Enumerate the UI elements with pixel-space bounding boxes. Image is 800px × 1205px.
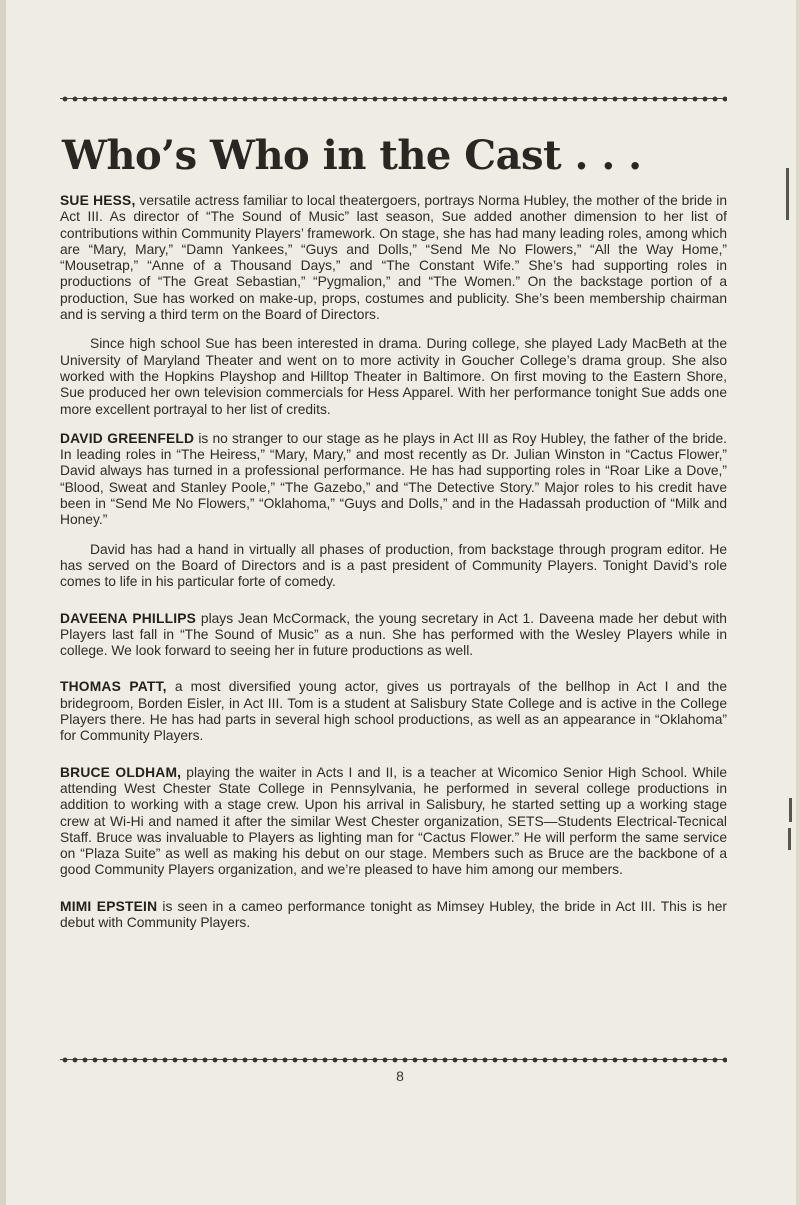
top-decorative-rule — [60, 94, 727, 104]
page-title: Who’s Who in the Cast . . . — [62, 132, 642, 179]
cast-bios — [60, 193, 727, 931]
bio-paragraph — [60, 899, 727, 932]
bio-text: Since high school Sue has been interested in drama. During college, she played Lady MacBeth at the University of Maryland Theater and went on to more activity in Goucher College’s drama group. She also worked with the Hopkins Playshop and Hilltop Theater in Baltimore. On first moving to the Eastern Shore, Sue produced her own television commercials for Hess Apparel. With her performance tonight Sue adds one more excellent portrayal to her list of credits. — [60, 336, 727, 417]
bio-text: plays Jean McCormack, the young secretary in Act 1. Daveena made her debut with Players last fall in “The Sound of Music” as a nun. She has performed with the Wesley Players while in college. We look forward to seeing her in future productions as well. — [60, 610, 727, 659]
bio-paragraph — [60, 765, 727, 879]
page-left-edge — [0, 0, 6, 1205]
bio-paragraph — [60, 679, 727, 744]
bio-text: is seen in a cameo performance tonight as Mimsey Hubley, the bride in Act III. This is her debut with Community Players. — [60, 898, 728, 930]
bio-paragraph — [60, 542, 727, 591]
cast-name: BRUCE OLDHAM, — [60, 764, 182, 780]
cast-name: MIMI EPSTEIN — [60, 898, 158, 914]
cast-name: THOMAS PATT, — [60, 679, 167, 695]
bio-text: a most diversified young actor, gives us portrayals of the bellhop in Act I and the bridegroom, Borden Eisler, in Act III. Tom is a student at Salisbury State College and is active in the College Players there. He has had parts in several high school productions, as well as an appearance in “Oklahoma” for Community Players. — [60, 679, 727, 744]
cast-name: SUE HESS, — [60, 193, 136, 208]
bottom-decorative-rule — [60, 1055, 727, 1065]
binding-mark — [789, 798, 792, 822]
page-right-edge — [796, 0, 800, 1205]
binding-mark — [786, 168, 789, 220]
bio-paragraph — [60, 611, 727, 660]
bio-text: is no stranger to our stage as he plays in Act III as Roy Hubley, the father of the bride. In leading roles in “The Heiress,” “Mary, Mary,” and most recently as Dr. Julian Winston in “Cactus Flower,” David always has turned in a professional performance. He has had supporting roles in “Roar Like a Dove,” “Blood, Sweat and Stanley Poole,” “The Gazebo,” and “The Detective Story.” Major roles to his credit have been in “Send Me No Flowers,” “Oklahoma,” “Guys and Dolls,” and in the Hadassah production of “Milk and Honey.” — [60, 430, 727, 528]
bio-paragraph — [60, 336, 727, 417]
bio-text: versatile actress familiar to local theatergoers, portrays Norma Hubley, the mother of the bride in Act III. As director of “The Sound of Music” last season, Sue added another dimension to her list of contributions within Community Players’ framework. On stage, she has had many leading roles, among which are “Mary, Mary,” “Damn Yankees,” “Guys and Dolls,” “Send Me No Flowers,” “All the Way Home,” “Mousetrap,” “Anne of a Thousand Days,” and “The Constant Wife.” She’s had supporting roles in productions of “The Great Sebastian,” “Pygmalion,” and “The Women.” On the backstage portion of a production, Sue has worked on make-up, props, costumes and publicity. She’s been membership chairman and is serving a third term on the Board of Directors. — [60, 193, 728, 323]
bio-text: playing the waiter in Acts I and II, is a teacher at Wicomico Senior High School. While attending West Chester State College in Pennsylvania, he performed in several college productions in addition to working with a stage crew. Upon his arrival in Salisbury, he started setting up a working stage crew at Wi-Hi and named it after the similar West Chester organization, SETS—Students Electrical-Tecnical Staff. Bruce was invaluable to Players as lighting man for “Cactus Flower.” He will perform the same service on “Plaza Suite” as well as making his debut on our stage. Members such as Bruce are the backbone of a good Community Players organization, and we’re pleased to have him among our members. — [60, 764, 727, 878]
bio-paragraph — [60, 431, 727, 529]
binding-mark — [788, 828, 791, 850]
page-number: 8 — [396, 1068, 404, 1084]
bio-paragraph — [60, 193, 727, 323]
cast-name: DAVEENA PHILLIPS — [60, 610, 197, 626]
bio-text: David has had a hand in virtually all phases of production, from backstage through program editor. He has served on the Board of Directors and is a past president of Community Players. Tonight David’s role comes to life in his particular forte of comedy. — [60, 541, 727, 590]
cast-name: DAVID GREENFELD — [60, 430, 195, 446]
